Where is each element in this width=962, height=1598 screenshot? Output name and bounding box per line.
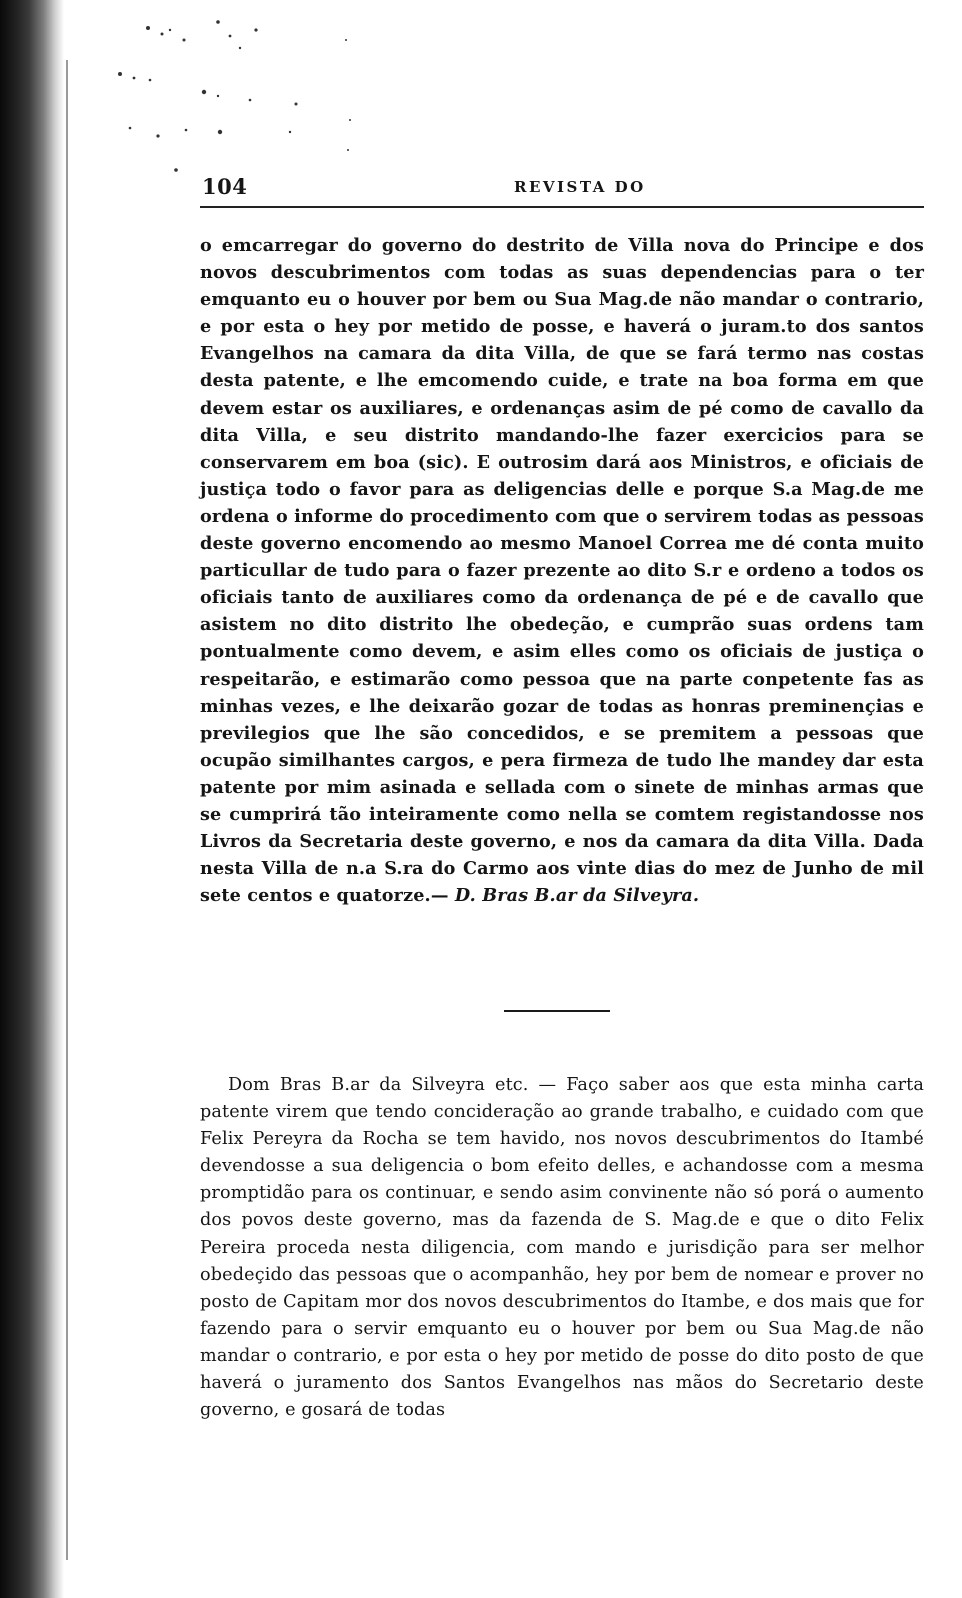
header-rule — [200, 206, 924, 208]
paragraph-patent-continuation — [200, 232, 924, 909]
signature: D. Bras B.ar da Silveyra. — [454, 885, 700, 907]
book-spine-shadow — [0, 0, 64, 1598]
section-separator — [504, 1010, 610, 1012]
running-head: REVISTA DO — [514, 178, 646, 196]
scan-speckles — [100, 0, 380, 190]
paragraph-dom-bras: Dom Bras B.ar da Silveyra etc. — Faço saber aos que esta minha carta patente virem que tendo concideração ao grande trabalho, e cuidado com que Felix Pereyra da Rocha se tem havido, nos novos descubrimentos do Itambé devendosse a sua deligencia o bom efeito delles, e achandosse com a mesma promptidão para os continuar, e sendo asim convinente não só porá o aumento dos povos deste governo, mas da fazenda de S. Mag.de e que o dito Felix Pereira proceda nesta diligencia, com mando e jurisdição para ser melhor obedeçido das pessoas que o acompanhão, hey por bem de nomear e prover no posto de Capitam mor dos novos descubrimentos do Itambe, e dos mais que for fazendo para o servir emquanto eu o houver por bem ou Sua Mag.de não mandar o contrario, e por esta o hey por metido de posse do dito posto de que haverá o juramento dos Santos Evangelhos nas mãos do Secretario deste governo, e gosará de todas — [200, 1075, 924, 1421]
paragraph-text: o emcarregar do governo do destrito de Villa nova do Principe e dos novos descubrimentos com todas as suas dependencias para o ter emquanto eu o houver por bem ou Sua Mag.de não mandar o contrario, e por esta o hey por metido de posse, e haverá o juram.to dos santos Evangelhos na camara da dita Villa, de que se fará termo nas costas desta patente, e lhe emcomendo cuide, e trate na boa forma em que devem estar os auxiliares, e ordenanças asim de pé como de cavallo da dita Villa, e seu distrito mandando-lhe fazer exercicios para se conservarem em boa (sic). E outrosim dará aos Ministros, e oficiais de justiça todo o favor para as deligencias delle e porque S.a Mag.de me ordena o informe do procedimento com que o servirem todas as pessoas deste governo encomendo ao mesmo Manoel Correa me dé conta muito particullar de tudo para o fazer prezente ao dito S.r e ordeno a todos os oficiais tanto de auxiliares como da ordenança de pé e de cavallo que asistem no dito distrito lhe obedeção, e cumprão suas ordens tam pontualmente como devem, e asim elles como os oficiais de justiça o respeitarão, e estimarão como pessoa que na parte conpetente fas as minhas vezes, e lhe deixarão gozar de todas as honras preminençias e previlegios que lhe são concedidos, e se premitem a pessoas que ocupão similhantes cargos, e pera firmeza de tudo lhe mandey dar esta patente por mim asinada e sellada com o sinete de minhas armas que se cumprirá tão inteiramente como nella se comtem registandosse nos Livros da Secretaria deste governo, e nos da camara da dita Villa. Dada nesta Villa de n.a S.ra do Carmo aos vinte dias do mez de Junho de mil sete centos e quatorze.— — [200, 235, 924, 907]
page-number: 104 — [202, 174, 248, 199]
page-header — [196, 170, 926, 202]
gutter-line — [66, 60, 68, 1560]
